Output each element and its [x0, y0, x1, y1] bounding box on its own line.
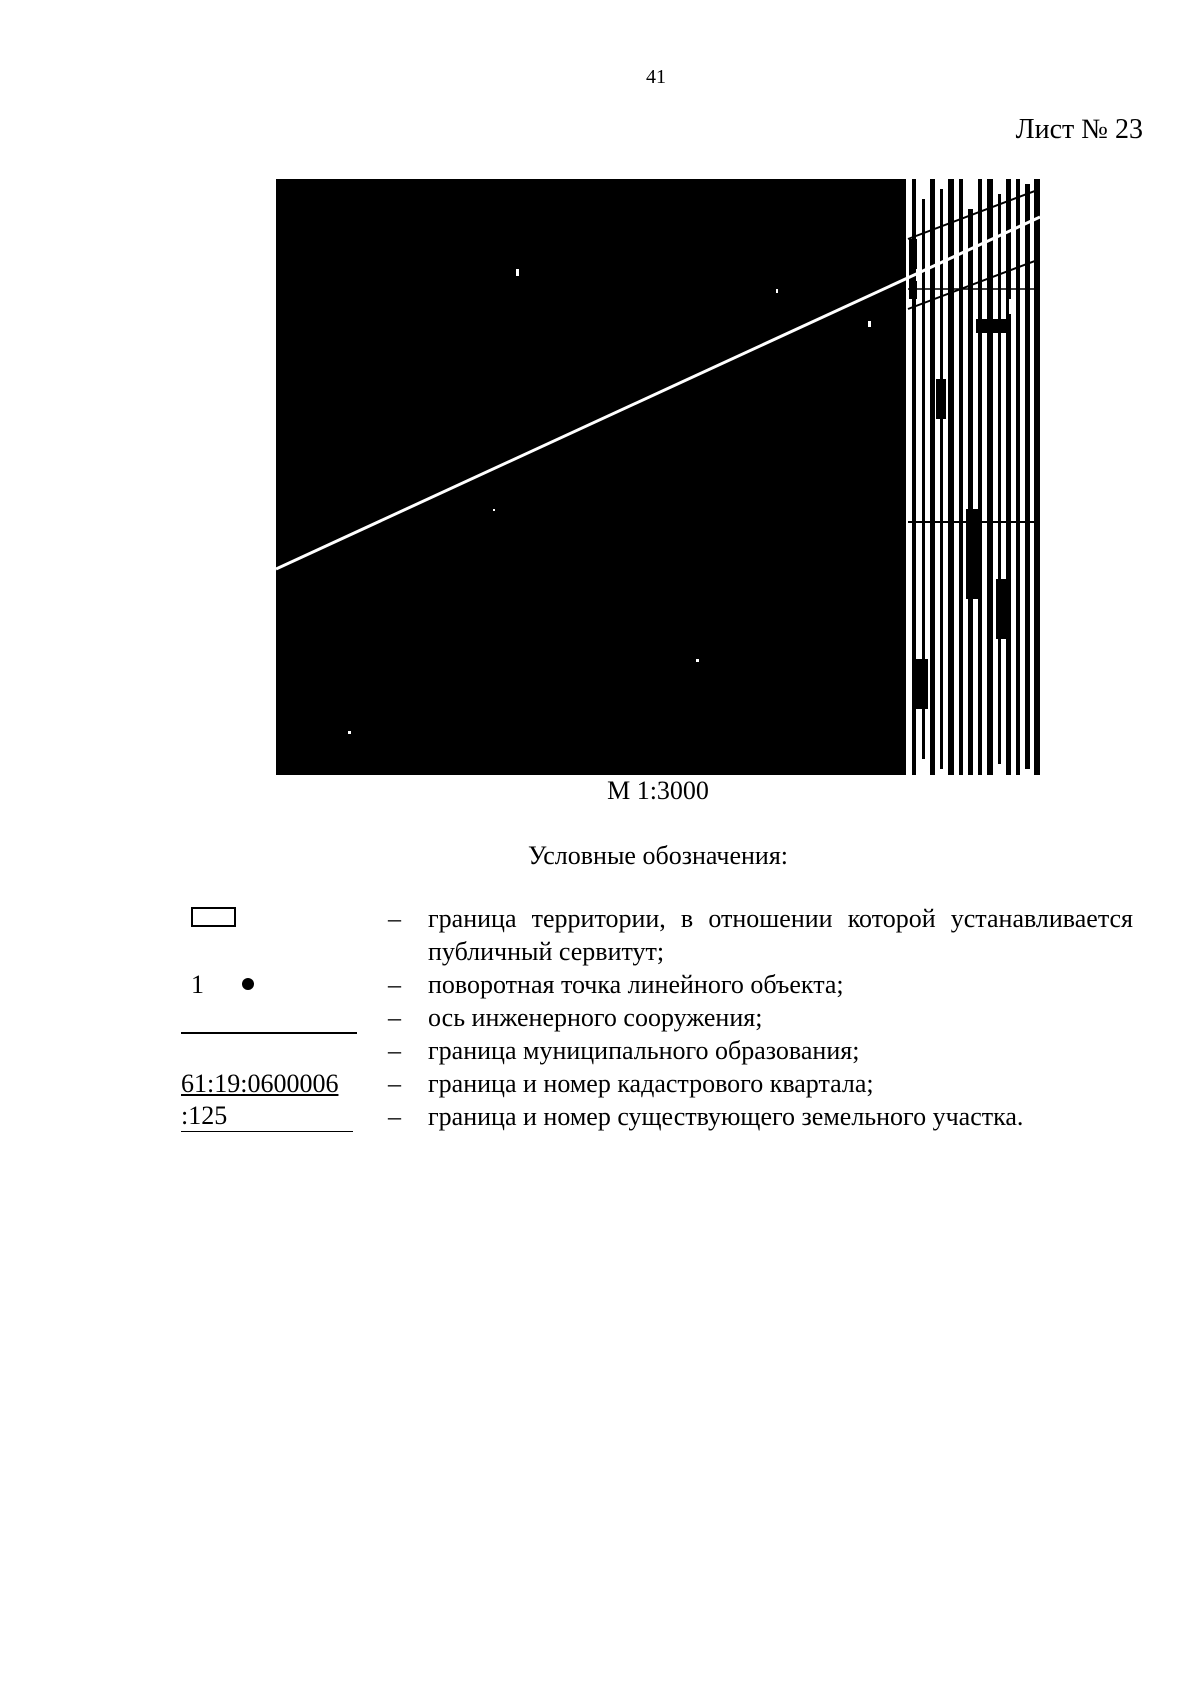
legend-dash: –	[388, 1102, 401, 1131]
legend-row-municipal-boundary	[181, 1034, 1133, 1067]
map-scale: М 1:3000	[607, 776, 709, 805]
map-image	[276, 179, 1040, 775]
legend-dash: –	[388, 1069, 401, 1098]
legend-text: граница и номер существующего земельного участка.	[428, 1102, 1024, 1131]
legend-text: поворотная точка линейного объекта;	[428, 970, 844, 999]
point-dot-icon	[242, 978, 254, 990]
legend-symbol-point	[181, 968, 361, 1001]
sheet-label: Лист № 23	[1015, 114, 1143, 145]
legend-row-engineering-axis	[181, 1001, 1133, 1034]
legend-symbol-rectangle	[181, 902, 361, 935]
legend-dash: –	[388, 904, 401, 933]
rectangle-icon	[191, 907, 236, 927]
legend-symbol-cadastral	[181, 1067, 361, 1100]
legend-dash: –	[388, 1036, 401, 1065]
legend-row-turning-point	[181, 968, 1133, 1001]
legend-symbol-axis	[181, 1001, 361, 1034]
legend-dash: –	[388, 970, 401, 999]
legend-text: граница муниципального образования;	[428, 1036, 860, 1065]
point-number: 1	[191, 970, 204, 999]
legend	[181, 902, 1133, 1133]
solid-line-icon	[181, 1032, 357, 1034]
cadastral-number: 61:19:0600006	[181, 1069, 339, 1098]
legend-symbol-line	[181, 1034, 361, 1067]
legend-text: ось инженерного сооружения;	[428, 1003, 763, 1032]
legend-row-land-parcel	[181, 1100, 1133, 1133]
legend-symbol-parcel	[181, 1100, 361, 1133]
legend-row-cadastral-quarter	[181, 1067, 1133, 1100]
parcel-number: :125	[181, 1100, 353, 1132]
legend-dash: –	[388, 1003, 401, 1032]
legend-title: Условные обозначения:	[527, 841, 789, 870]
legend-text: граница и номер кадастрового квартала;	[428, 1069, 874, 1098]
legend-text: граница территории, в отношении которой устанавливается публичный сервитут;	[428, 904, 1133, 966]
page-number: 41	[646, 66, 666, 88]
legend-row-easement-boundary	[181, 902, 1133, 968]
